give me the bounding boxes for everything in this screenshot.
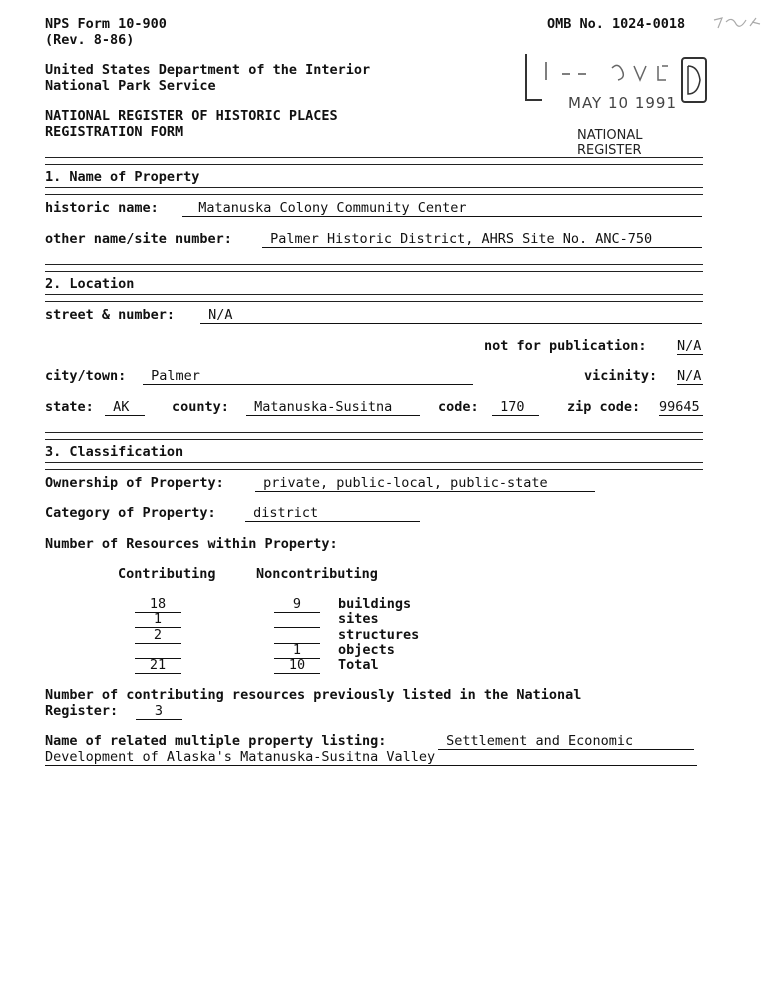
section-divider xyxy=(45,187,703,195)
noncontributing-sites[interactable] xyxy=(274,612,320,628)
handwritten-mark-icon xyxy=(712,12,762,34)
other-name-label: other name/site number: xyxy=(45,231,232,247)
code-field[interactable] xyxy=(492,400,539,416)
resource-type-structures: structures xyxy=(338,627,420,643)
section-divider xyxy=(45,294,703,302)
city-label: city/town: xyxy=(45,368,127,384)
county-label: county: xyxy=(172,399,229,415)
code-label: code: xyxy=(438,399,479,415)
historic-name-label: historic name: xyxy=(45,200,159,216)
stamp-date: MAY 10 1991 xyxy=(568,94,677,112)
street-field[interactable] xyxy=(200,308,702,324)
stamp-line-national: NATIONAL xyxy=(577,128,643,143)
not-for-publication-label: not for publication: xyxy=(484,338,647,354)
omb-number: OMB No. 1024-0018 xyxy=(547,16,686,32)
section-divider xyxy=(45,432,703,440)
section1-heading: 1. Name of Property xyxy=(45,169,200,185)
related-listing-label: Name of related multiple property listing: xyxy=(45,733,387,749)
section3-heading: 3. Classification xyxy=(45,444,184,460)
form-number: NPS Form 10-900 xyxy=(45,16,167,32)
related-listing-field-line1[interactable] xyxy=(438,734,694,750)
county-value: Matanuska-Susitna xyxy=(254,399,393,415)
county-field[interactable] xyxy=(246,400,420,416)
related-listing-value-line1: Settlement and Economic xyxy=(446,733,634,749)
state-value: AK xyxy=(113,399,130,415)
ownership-value: private, public-local, public-state xyxy=(263,475,548,491)
previously-listed-value[interactable]: 3 xyxy=(136,704,182,720)
contributing-sites[interactable]: 1 xyxy=(135,612,181,628)
previously-listed-label: Number of contributing resources previously listed in the National xyxy=(45,687,582,703)
resources-label: Number of Resources within Property: xyxy=(45,536,338,552)
category-value: district xyxy=(253,505,319,521)
contributing-structures[interactable]: 2 xyxy=(135,628,181,644)
resource-type-buildings: buildings xyxy=(338,596,412,612)
section-divider xyxy=(45,462,703,470)
agency-line: National Park Service xyxy=(45,78,216,94)
city-field[interactable] xyxy=(143,369,473,385)
noncontributing-column-header: Noncontributing xyxy=(256,566,378,582)
stamp-line-register: REGISTER xyxy=(577,143,642,158)
historic-name-field[interactable] xyxy=(182,201,702,217)
code-value: 170 xyxy=(500,399,525,415)
contributing-buildings[interactable]: 18 xyxy=(135,597,181,613)
noncontributing-objects[interactable]: 1 xyxy=(274,643,320,659)
category-label: Category of Property: xyxy=(45,505,216,521)
form-title: NATIONAL REGISTER OF HISTORIC PLACES xyxy=(45,108,338,124)
section2-heading: 2. Location xyxy=(45,276,135,292)
received-stamp xyxy=(522,52,712,162)
ownership-field[interactable] xyxy=(255,476,595,492)
city-value: Palmer xyxy=(151,368,200,384)
vicinity-value[interactable]: N/A xyxy=(677,368,702,384)
department-line: United States Department of the Interior xyxy=(45,62,371,78)
form-revision: (Rev. 8-86) xyxy=(45,32,135,48)
ownership-label: Ownership of Property: xyxy=(45,475,224,491)
other-name-value: Palmer Historic District, AHRS Site No. ANC-750 xyxy=(270,231,653,247)
noncontributing-total[interactable]: 10 xyxy=(274,658,320,674)
other-name-field[interactable] xyxy=(262,232,702,248)
contributing-total[interactable]: 21 xyxy=(135,658,181,674)
register-label: Register: xyxy=(45,703,119,719)
related-listing-value-line2[interactable]: Development of Alaska's Matanuska-Susitna Valley xyxy=(45,750,697,766)
section-divider xyxy=(45,157,703,165)
resource-type-sites: sites xyxy=(338,611,379,627)
section-divider xyxy=(45,264,703,272)
vicinity-label: vicinity: xyxy=(584,368,658,384)
form-subtitle: REGISTRATION FORM xyxy=(45,124,184,140)
street-label: street & number: xyxy=(45,307,176,323)
noncontributing-buildings[interactable]: 9 xyxy=(274,597,320,613)
not-for-publication-value[interactable]: N/A xyxy=(677,338,702,354)
resource-type-objects: objects xyxy=(338,642,395,658)
historic-name-value: Matanuska Colony Community Center xyxy=(198,200,467,216)
state-label: state: xyxy=(45,399,94,415)
category-field[interactable] xyxy=(245,506,420,522)
contributing-column-header: Contributing xyxy=(118,566,216,582)
state-field[interactable] xyxy=(105,400,145,416)
zip-label: zip code: xyxy=(567,399,641,415)
resource-type-total: Total xyxy=(338,657,379,673)
street-value: N/A xyxy=(208,307,233,323)
zip-value[interactable]: 99645 xyxy=(659,400,703,416)
